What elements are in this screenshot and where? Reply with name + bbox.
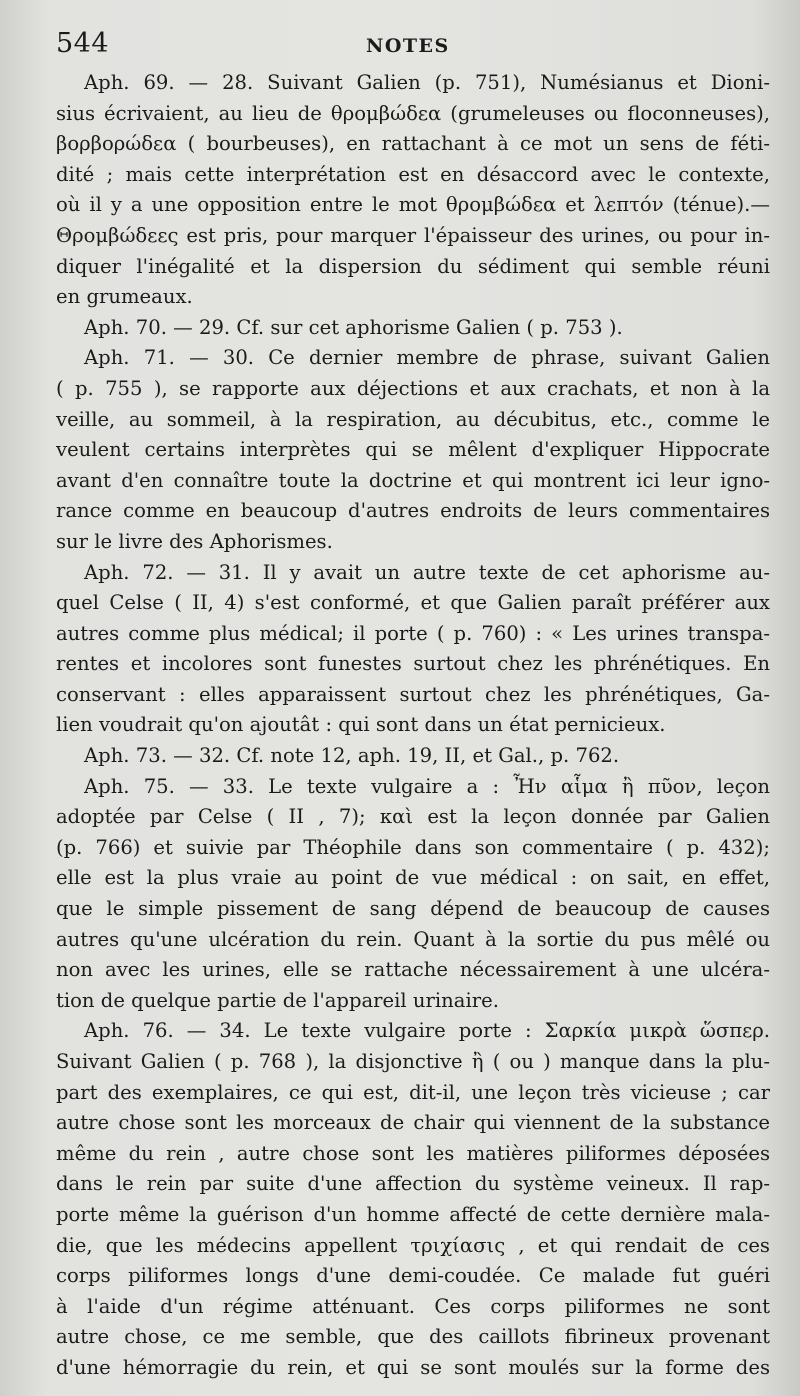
text-line: βορβορώδεα ( bourbeuses), en rattachant à ce mot un sens de féti- — [56, 132, 770, 156]
text-line: que le simple pissement de sang dépend de beaucoup de causes — [56, 897, 770, 921]
text-line: sius écrivaient, au lieu de θρομβώδεα (grumeleuses ou floconneuses), — [56, 101, 770, 125]
page-body — [56, 68, 770, 1384]
text-line: Θρομβώδεες est pris, pour marquer l'épaisseur des urines, ou pour in- — [56, 223, 770, 247]
text-line: en grumeaux. — [56, 285, 193, 309]
text-line: rentes et incolores sont funestes surtout chez les phrénétiques. En — [56, 652, 770, 676]
text-line: tion de quelque partie de l'appareil urinaire. — [56, 988, 499, 1012]
text-line: Aph. 70. — 29. Cf. sur cet aphorisme Galien ( p. 753 ). — [84, 315, 623, 339]
text-line: à l'aide d'un régime atténuant. Ces corps piliformes ne sont — [56, 1294, 770, 1318]
page-number: 544 — [56, 28, 110, 59]
text-line: diquer l'inégalité et la dispersion du sédiment qui semble réuni — [56, 254, 770, 278]
text-line: Aph. 76. — 34. Le texte vulgaire porte : Σαρκία μικρὰ ὥσπερ. — [84, 1019, 770, 1043]
note-paragraph-34 — [56, 1016, 770, 1383]
note-paragraph-28 — [56, 68, 770, 313]
text-line: autres comme plus médical; il porte ( p. 760) : « Les urines transpa- — [56, 621, 770, 645]
text-line: elle est la plus vraie au point de vue médical : on sait, en effet, — [56, 866, 770, 890]
text-line: adoptée par Celse ( II , 7); καὶ est la leçon donnée par Galien — [56, 805, 770, 829]
text-line: où il y a une opposition entre le mot θρομβώδεα et λεπτόν (ténue).— — [56, 193, 770, 217]
text-line: Aph. 71. — 30. Ce dernier membre de phrase, suivant Galien — [84, 346, 770, 370]
text-line: autre chose sont les morceaux de chair qui viennent de la substance — [56, 1111, 770, 1135]
text-line: dans le rein par suite d'une affection du système veineux. Il rap- — [56, 1172, 770, 1196]
text-line: die, que les médecins appellent τριχίασις , et qui rendait de ces — [56, 1233, 770, 1257]
text-line: d'une hémorragie du rein, et qui se sont moulés sur la forme des — [56, 1355, 770, 1379]
text-line: dité ; mais cette interprétation est en désaccord avec le contexte, — [56, 162, 770, 186]
text-line: conservant : elles apparaissent surtout chez les phrénétiques, Ga- — [56, 682, 770, 706]
text-line: part des exemplaires, ce qui est, dit-il, une leçon très vicieuse ; car — [56, 1080, 770, 1104]
note-paragraph-33 — [56, 772, 770, 1017]
text-line: sur le livre des Aphorismes. — [56, 529, 333, 553]
text-line: même du rein , autre chose sont les matières piliformes déposées — [56, 1141, 770, 1165]
note-paragraph-30 — [56, 343, 770, 557]
text-line: autres qu'une ulcération du rein. Quant à la sortie du pus mêlé ou — [56, 927, 770, 951]
text-line: veulent certains interprètes qui se mêlent d'expliquer Hippocrate — [56, 438, 770, 462]
text-line: corps piliformes longs d'une demi-coudée. Ce malade fut guéri — [56, 1264, 770, 1288]
text-line: (p. 766) et suivie par Théophile dans son commentaire ( p. 432); — [56, 835, 770, 859]
note-paragraph-31 — [56, 558, 770, 742]
page-header — [56, 28, 770, 68]
text-line: porte même la guérison d'un homme affecté de cette dernière mala- — [56, 1202, 770, 1226]
running-head: NOTES — [366, 35, 450, 57]
text-line: ( p. 755 ), se rapporte aux déjections et aux crachats, et non à la — [56, 376, 770, 400]
note-paragraph-32 — [56, 741, 770, 772]
text-line: Aph. 69. — 28. Suivant Galien (p. 751), Numésianus et Dioni- — [84, 71, 770, 94]
text-line: quel Celse ( II, 4) s'est conformé, et que Galien paraît préférer aux — [56, 591, 770, 615]
text-line: Suivant Galien ( p. 768 ), la disjonctive ἢ ( ou ) manque dans la plu- — [56, 1050, 770, 1073]
text-line: autre chose, ce me semble, que des caillots fibrineux provenant — [56, 1325, 770, 1349]
text-line: avant d'en connaître toute la doctrine et qui montrent ici leur igno- — [56, 468, 770, 492]
text-line: lien voudrait qu'on ajoutât : qui sont dans un état pernicieux. — [56, 713, 666, 737]
text-line: veille, au sommeil, à la respiration, au décubitus, etc., comme le — [56, 407, 770, 431]
text-line: Aph. 72. — 31. Il y avait un autre texte de cet aphorisme au- — [84, 560, 770, 584]
text-line: Aph. 73. — 32. Cf. note 12, aph. 19, II, et Gal., p. 762. — [84, 744, 620, 768]
note-paragraph-29 — [56, 313, 770, 344]
text-line: Aph. 75. — 33. Le texte vulgaire a : Ἦν αἷμα ἢ πῦον, leçon — [84, 774, 770, 798]
text-line: non avec les urines, elle se rattache nécessairement à une ulcéra- — [56, 958, 770, 982]
text-line: rance comme en beaucoup d'autres endroits de leurs commentaires — [56, 499, 770, 523]
